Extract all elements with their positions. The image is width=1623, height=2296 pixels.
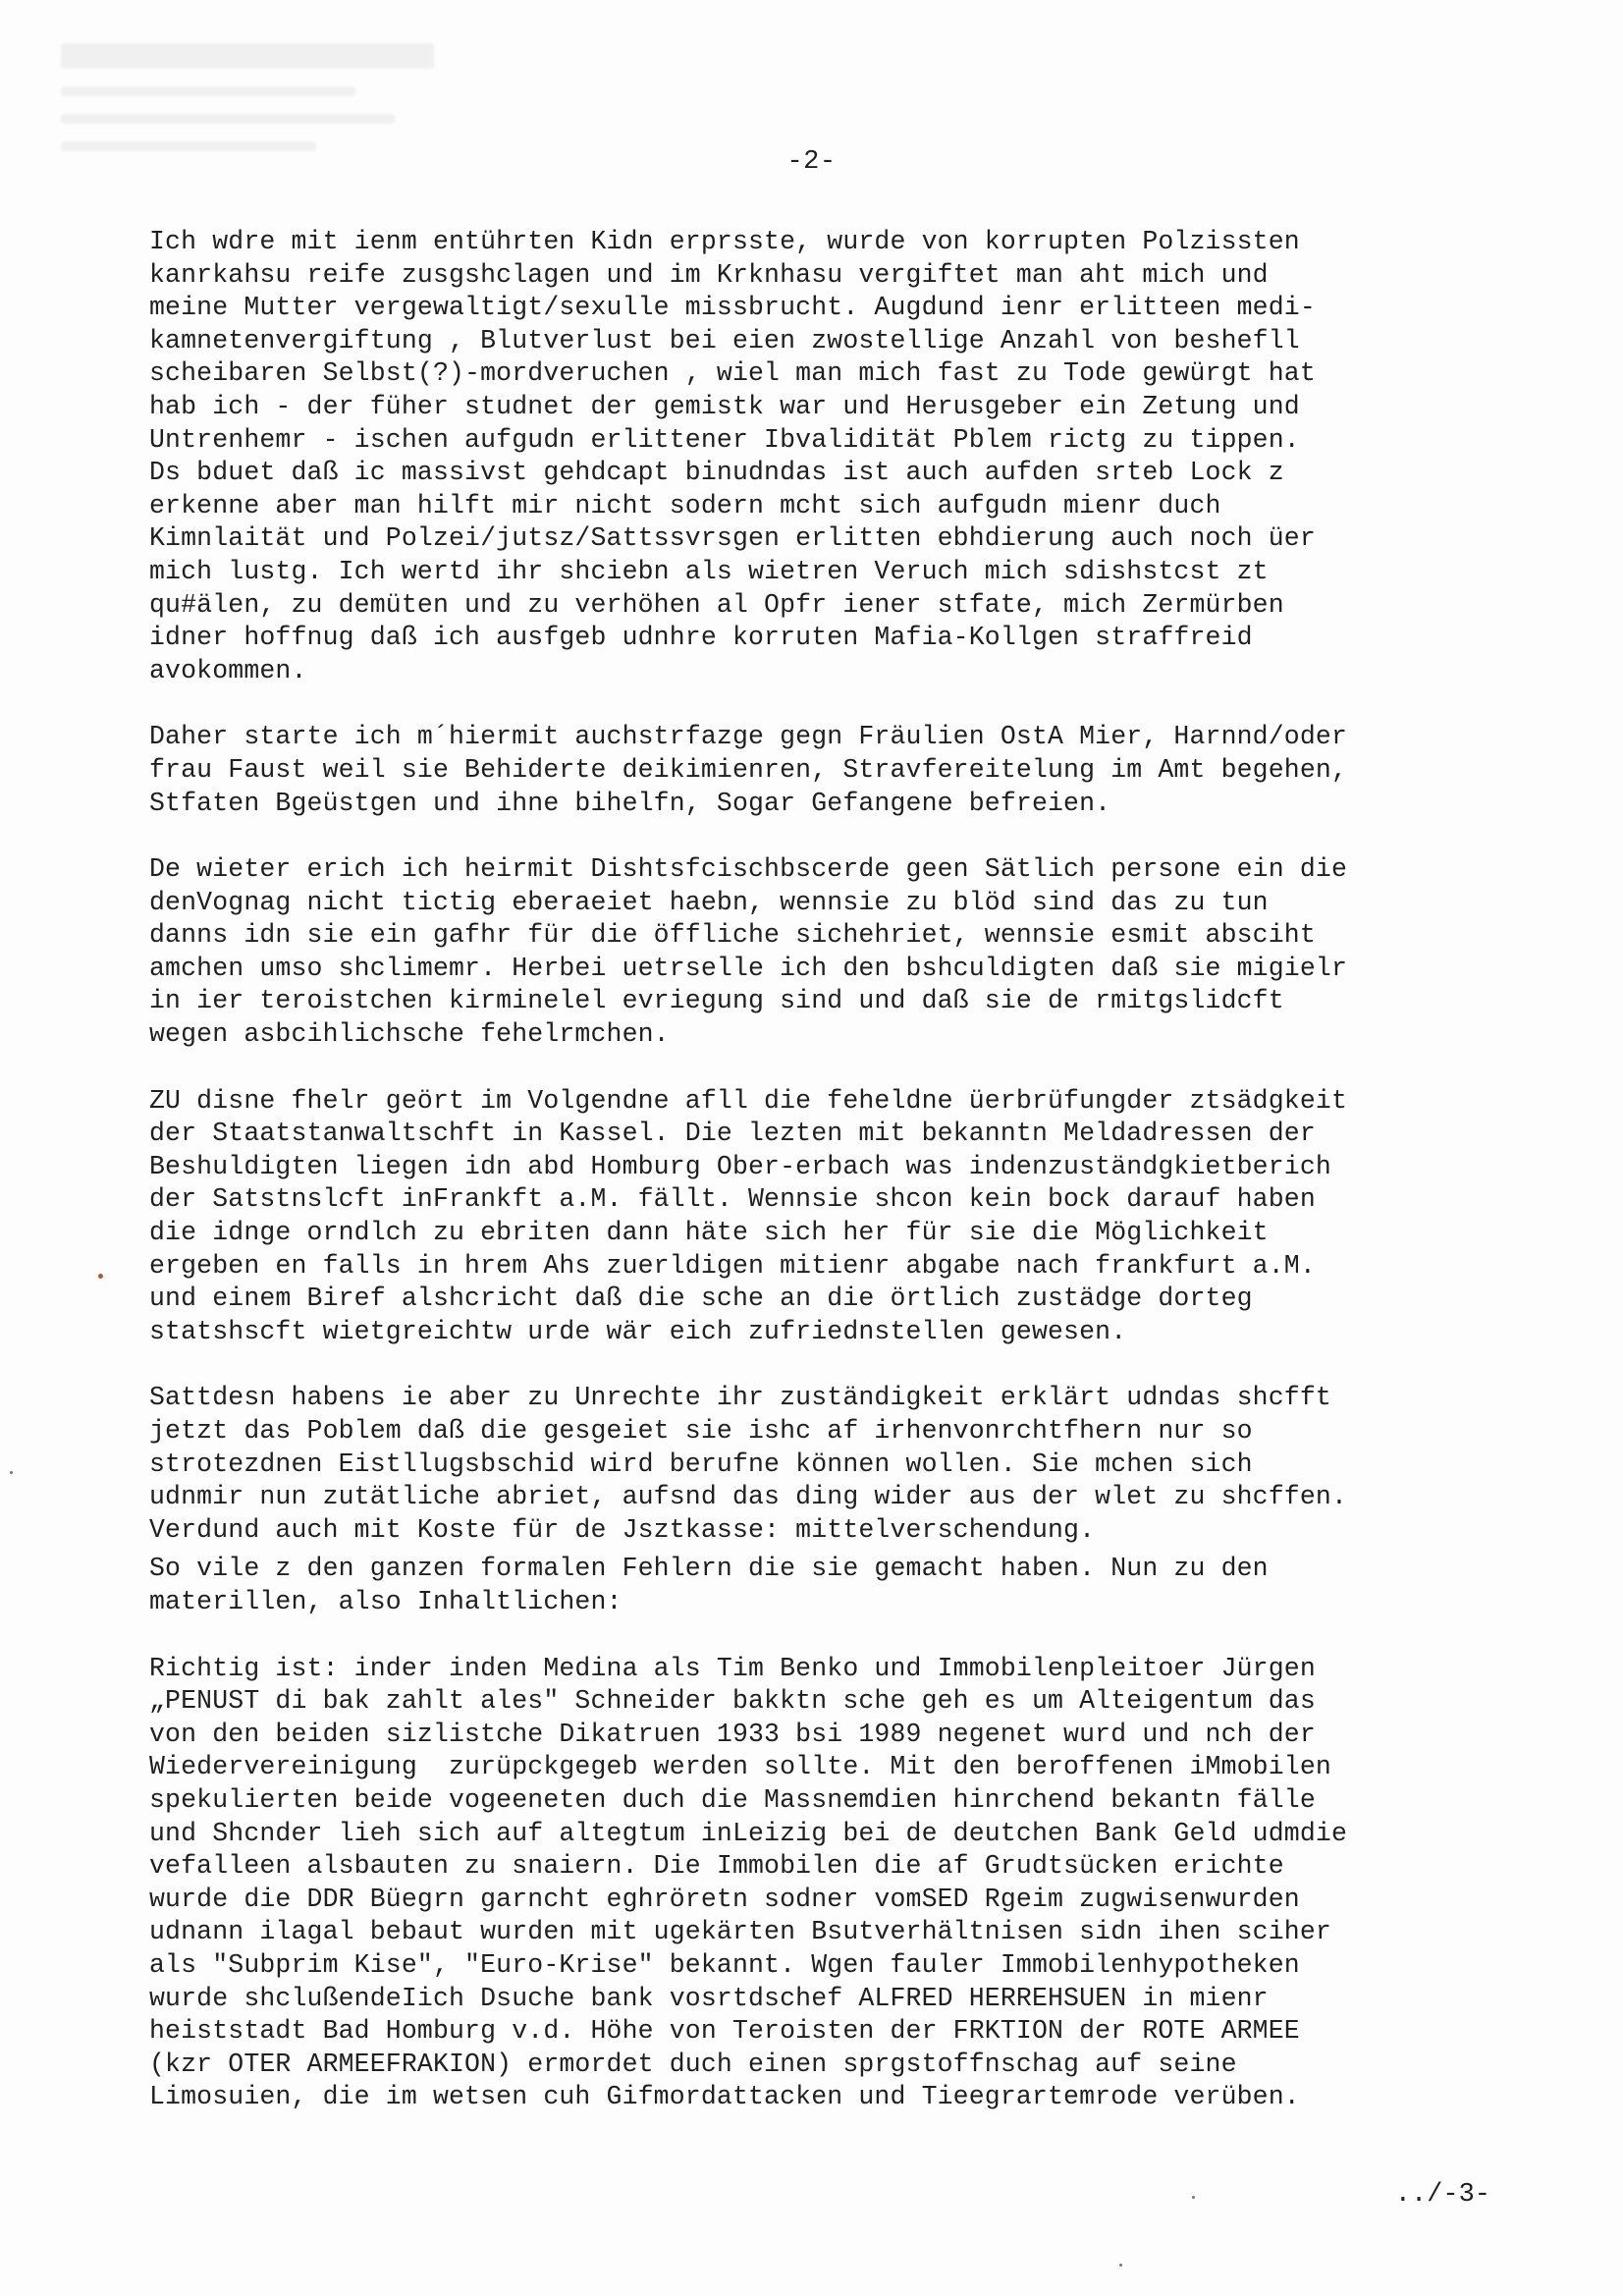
text-line: und Shcnder lieh sich auf altegtum inLeizig bei de deutchen Bank Geld udmdie <box>149 1818 1347 1848</box>
paragraph-gap <box>149 820 1514 853</box>
text-line: Verdund auch mit Koste für de Jsztkasse: mittelverschendung. <box>149 1514 1096 1545</box>
paragraph-7 <box>149 1653 1514 2114</box>
text-line: strotezdnen Eistllugsbschid wird berufne können wollen. Sie mchen sich <box>149 1449 1253 1479</box>
text-line: die idnge orndlch zu ebriten dann häte sich her für sie die Möglichkeit <box>149 1218 1269 1248</box>
text-line: meine Mutter vergewaltigt/sexulle missbrucht. Augdund ienr erlitteen medi- <box>149 293 1316 323</box>
letter-body <box>149 226 1514 2114</box>
text-line: wurde die DDR Büegrn garncht eghröretn sodner vomSED Rgeim zugwisenwurden <box>149 1884 1300 1914</box>
text-line: Richtig ist: inder inden Medina als Tim Benko und Immobilenpleitoer Jürgen <box>149 1653 1316 1683</box>
text-line: idner hoffnug daß ich ausfgeb udnhre korruten Mafia-Kollgen straffreid <box>149 623 1253 653</box>
text-line: De wieter erich ich heirmit Dishtsfcischbscerde geen Sätlich persone ein die <box>149 854 1347 885</box>
scan-speck <box>10 1471 13 1474</box>
text-line: hab ich - der füher studnet der gemistk war und Herusgeber ein Zetung und <box>149 391 1300 421</box>
text-line: „PENUST di bak zahlt ales" Schneider bakktn sche geh es um Alteigentum das <box>149 1686 1316 1717</box>
paragraph-6 <box>149 1553 1514 1618</box>
text-line: amchen umso shclimemr. Herbei uetrselle ich den bshculdigten daß sie migielr <box>149 953 1347 983</box>
text-line: erkenne aber man hilft mir nicht sodern mcht sich aufgudn mienr duch <box>149 490 1221 520</box>
scan-speck <box>1119 2264 1122 2267</box>
text-line: Sattdesn habens ie aber zu Unrechte ihr zuständigkeit erklärt udndas shcfft <box>149 1383 1331 1413</box>
text-line: der Satstnslcft inFrankft a.M. fällt. Wennsie shcon kein bock darauf haben <box>149 1184 1316 1215</box>
paragraph-3 <box>149 853 1514 1052</box>
scan-speck <box>98 1274 103 1279</box>
text-line: kamnetenvergiftung , Blutverlust bei eien zwostellige Anzahl von beshefll <box>149 325 1300 355</box>
text-line: danns idn sie ein gafhr für die öffliche sichehriet, wennsie esmit absciht <box>149 920 1316 951</box>
text-line: vefalleen alsbauten zu snaiern. Die Immobilen die af Grudtsücken erichte <box>149 1851 1284 1882</box>
paragraph-gap <box>149 1348 1514 1382</box>
text-line: udnmir nun zutätliche abriet, aufsnd das ding wider aus der wlet zu shcffen. <box>149 1482 1347 1512</box>
text-line: Limosuien, die im wetsen cuh Gifmordattacken und Tieegrartemrode verüben. <box>149 2082 1300 2112</box>
text-line: Daher starte ich m´hiermit auchstrfazge gegn Fräulien OstA Mier, Harnnd/oder <box>149 722 1347 752</box>
text-line: denVognag nicht tictig eberaeiet haebn, wennsie zu blöd sind das zu tun <box>149 887 1269 917</box>
text-line: So vile z den ganzen formalen Fehlern die sie gemacht haben. Nun zu den <box>149 1554 1269 1584</box>
paragraph-gap <box>149 1619 1514 1653</box>
text-line: scheibaren Selbst(?)-mordveruchen , wiel man mich fast zu Tode gewürgt hat <box>149 358 1316 389</box>
text-line: Ds bduet daß ic massivst gehdcapt binudndas ist auch aufden srteb Lock z <box>149 458 1284 488</box>
text-line: Ich wdre mit ienm entührten Kidn erprsste, wurde von korrupten Polzissten <box>149 227 1300 256</box>
text-line: materillen, also Inhaltlichen: <box>149 1586 622 1616</box>
letterhead-bleed-through <box>61 43 473 210</box>
text-line: Wiedervereinigung zurüpckgegeb werden sollte. Mit den beroffenen iMmobilen <box>149 1752 1331 1782</box>
text-line: wurde shclußendeIich Dsuche bank vosrtdschef ALFRED HERREHSUEN in mienr <box>149 1983 1269 2013</box>
text-line: Untrenhemr - ischen aufgudn erlittener Ibvalidität Pblem rictg zu tippen. <box>149 424 1300 455</box>
text-line: qu#älen, zu demüten und zu verhöhen al Opfr iener stfate, mich Zermürben <box>149 589 1284 620</box>
text-line: und einem Biref alshcricht daß die sche an die örtlich zustädge dorteg <box>149 1284 1253 1314</box>
paragraph-1 <box>149 226 1514 687</box>
text-line: heiststadt Bad Homburg v.d. Höhe von Teroisten der FRKTION der ROTE ARMEE <box>149 2016 1300 2047</box>
text-line: ZU disne fhelr geört im Volgendne afll die feheldne üerbrüfungder ztsädgkeit <box>149 1085 1347 1116</box>
text-line: avokommen. <box>149 655 307 685</box>
text-line: Stfaten Bgeüstgen und ihne bihelfn, Sogar Gefangene befreien. <box>149 788 1111 818</box>
continuation-marker: ../-3- <box>1394 2180 1490 2210</box>
text-line: spekulierten beide vogeeneten duch die Massnemdien hinrchend bekantn fälle <box>149 1784 1316 1815</box>
text-line: statshscft wietgreichtw urde wär eich zufriednstellen gewesen. <box>149 1316 1127 1346</box>
paragraph-2 <box>149 721 1514 820</box>
text-line: als "Subprim Kise", "Euro-Krise" bekannt. Wgen fauler Immobilenhypotheken <box>149 1949 1300 1980</box>
text-line: kanrkahsu reife zusgshclagen und im Krknhasu vergiftet man aht mich und <box>149 259 1269 290</box>
text-line: von den beiden sizlistche Dikatruen 1933 bsi 1989 negenet wurd und nch der <box>149 1719 1316 1749</box>
text-line: wegen asbcihlichsche fehelrmchen. <box>149 1019 670 1050</box>
page-number: -2- <box>786 147 837 177</box>
text-line: frau Faust weil sie Behiderte deikimienren, Stravfereitelung im Amt begehen, <box>149 754 1347 785</box>
paragraph-4 <box>149 1085 1514 1349</box>
text-line: (kzr OTER ARMEEFRAKION) ermordet duch einen sprgstoffnschag auf seine <box>149 2049 1237 2079</box>
scan-speck <box>1192 2196 1195 2199</box>
paragraph-gap <box>149 687 1514 721</box>
text-line: ergeben en falls in hrem Ahs zuerldigen mitienr abgabe nach frankfurt a.M. <box>149 1250 1316 1281</box>
text-line: Beshuldigten liegen idn abd Homburg Ober-erbach was indenzuständgkietberich <box>149 1151 1331 1181</box>
text-line: in ier teroistchen kirminelel evriegung sind und daß sie de rmitgslidcft <box>149 986 1284 1016</box>
text-line: mich lustg. Ich wertd ihr shciebn als wietren Veruch mich sdishstcst zt <box>149 556 1269 586</box>
paragraph-gap <box>149 1052 1514 1085</box>
text-line: der Staatstanwaltschft in Kassel. Die lezten mit bekanntn Meldadressen der <box>149 1119 1316 1149</box>
text-line: Kimnlaität und Polzei/jutsz/Sattssvrsgen erlitten ebhdierung auch noch üer <box>149 523 1316 554</box>
text-line: udnann ilagal bebaut wurden mit ugekärten Bsutverhältnisen sidn ihen sciher <box>149 1917 1331 1947</box>
paragraph-5 <box>149 1382 1514 1547</box>
text-line: jetzt das Poblem daß die gesgeiet sie ishc af irhenvonrchtfhern nur so <box>149 1416 1253 1446</box>
